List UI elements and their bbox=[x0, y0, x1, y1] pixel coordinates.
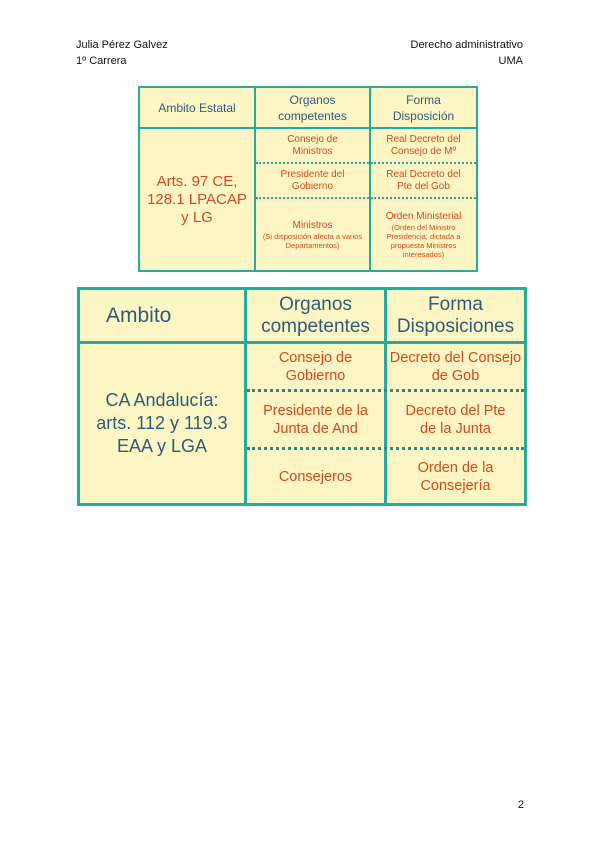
organo-ministros: Ministros bbox=[292, 219, 333, 231]
header-forma-disposicion: Forma Disposición bbox=[392, 92, 455, 123]
page-number: 2 bbox=[517, 799, 524, 811]
table-ambito-estatal bbox=[138, 86, 478, 272]
header-university: UMA bbox=[498, 55, 523, 67]
organo-ministros-cell bbox=[256, 199, 369, 270]
forma-decreto-pte-junta: Decreto del Pte de la Junta bbox=[405, 402, 506, 437]
header-organos-competentes-2: Organos competentes bbox=[261, 293, 370, 337]
organo-presidente-junta: Presidente de la Junta de And bbox=[263, 402, 368, 437]
header-ambito-estatal: Ambito Estatal bbox=[158, 100, 236, 115]
forma-orden-ministerial-cell bbox=[371, 199, 476, 270]
organo-presidente-gobierno: Presidente del Gobierno bbox=[280, 168, 345, 192]
ambito-estatal-text: Arts. 97 CE, 128.1 LPACAP y LG bbox=[147, 172, 247, 226]
header-subject: Derecho administrativo bbox=[410, 39, 523, 51]
organo-consejo-gobierno: Consejo de Gobierno bbox=[278, 349, 353, 384]
forma-real-decreto-consejo: Real Decreto del Consejo de Mº bbox=[386, 133, 461, 157]
header-forma-disposiciones: Forma Disposiciones bbox=[396, 293, 515, 337]
forma-real-decreto-presidente: Real Decreto del Pte del Gob bbox=[386, 168, 461, 192]
organo-consejeros: Consejeros bbox=[278, 468, 353, 485]
table-ambito-andalucia bbox=[77, 287, 527, 506]
organo-ministros-note: (Si disposición afecta a varios Departamentos) bbox=[262, 231, 363, 250]
header-course: 1º Carrera bbox=[76, 55, 127, 67]
forma-orden-ministerial-note: (Orden del Ministro Presidencia, dictada a propuesta Ministros interesados) bbox=[386, 222, 461, 259]
organo-consejo-ministros: Consejo de Ministros bbox=[287, 133, 338, 157]
header-ambito: Ambito bbox=[106, 303, 172, 327]
forma-orden-ministerial: Orden Ministerial bbox=[385, 210, 462, 222]
header-author: Julia Pérez Galvez bbox=[76, 39, 168, 51]
forma-decreto-consejo-gob: Decreto del Consejo de Gob bbox=[389, 349, 522, 384]
ambito-andalucia-text: CA Andalucía: arts. 112 y 119.3 EAA y LGA bbox=[96, 390, 228, 456]
forma-orden-consejeria: Orden de la Consejería bbox=[417, 459, 494, 494]
header-organos-competentes: Organos competentes bbox=[278, 92, 347, 123]
